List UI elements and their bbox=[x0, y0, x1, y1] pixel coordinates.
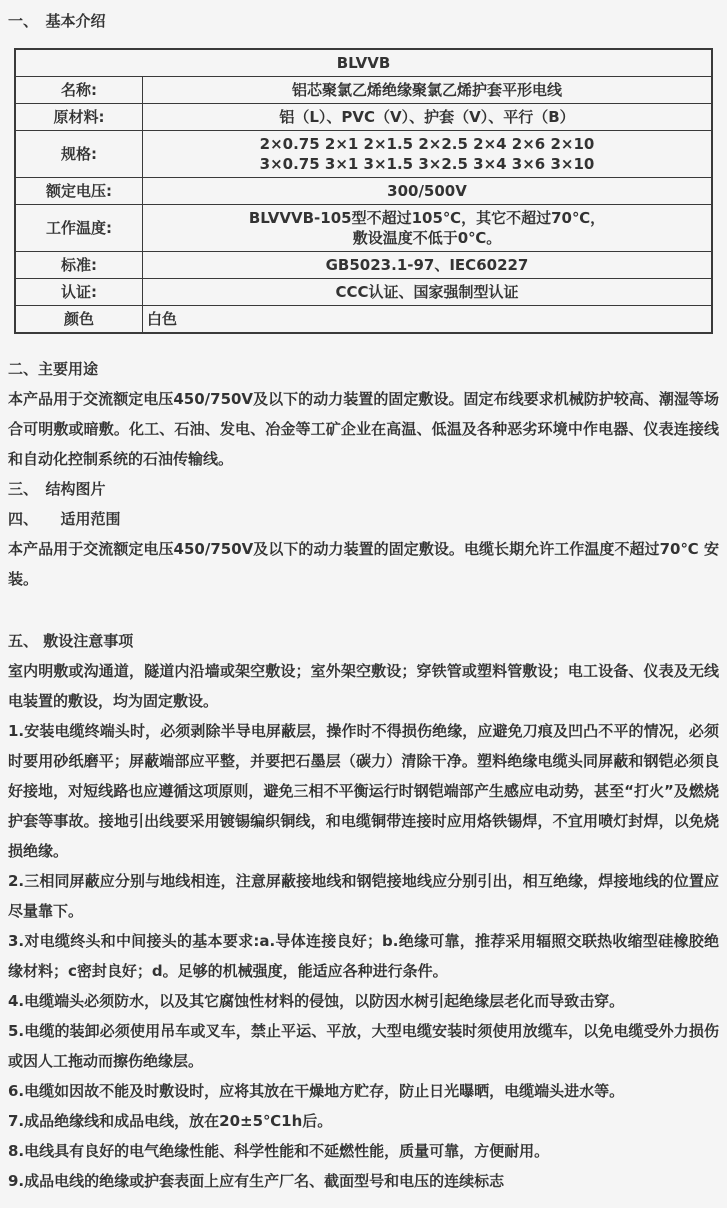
spec-color-label: 颜色 bbox=[15, 306, 143, 334]
table-row-standard bbox=[15, 252, 712, 279]
section5-items bbox=[8, 716, 719, 1196]
spec-model-cell: BLVVB bbox=[15, 49, 712, 77]
section1-heading: 一、 基本介绍 bbox=[8, 12, 106, 30]
note-item-7: 7.成品绝缘线和成品电线，放在20±5℃1h后。 bbox=[8, 1112, 333, 1130]
spec-size-value bbox=[143, 131, 713, 178]
spec-temp-line2: 敷设温度不低于0℃。 bbox=[352, 229, 502, 247]
section4-body: 本产品用于交流额定电压450/750V及以下的动力装置的固定敷设。电缆长期允许工作温度不超过70℃ 安装。 bbox=[8, 540, 719, 588]
table-row-color bbox=[15, 306, 712, 334]
spec-voltage-label: 额定电压: bbox=[15, 178, 143, 205]
table-row-certification bbox=[15, 279, 712, 306]
note-item-3: 3.对电缆终头和中间接头的基本要求:a.导体连接良好；b.绝缘可靠，推荐采用辐照交联热收缩型硅橡胶绝缘材料；c密封良好；d。足够的机械强度，能适应各种进行条件。 bbox=[8, 932, 719, 980]
spec-temp-line1: BLVVVB-105型不超过105℃，其它不超过70℃， bbox=[248, 209, 606, 227]
note-item-4: 4.电缆端头必须防水，以及其它腐蚀性材料的侵蚀，以防因水树引起绝缘层老化而导致击穿。 bbox=[8, 992, 625, 1010]
table-row-name bbox=[15, 77, 712, 104]
spec-name-label: 名称: bbox=[15, 77, 143, 104]
table-row-spec bbox=[15, 131, 712, 178]
section2-body: 本产品用于交流额定电压450/750V及以下的动力装置的固定敷设。固定布线要求机械防护较高、潮湿等场合可明敷或暗敷。化工、石油、发电、冶金等工矿企业在高温、低温及各种恶劣环境中作电器、仪表连接线和自动化控制系统的石油传输线。 bbox=[8, 390, 719, 468]
table-row-model bbox=[15, 49, 712, 77]
spec-size-line2: 3×0.75 3×1 3×1.5 3×2.5 3×4 3×6 3×10 bbox=[259, 155, 595, 173]
spec-cert-label: 认证: bbox=[15, 279, 143, 306]
table-row-voltage bbox=[15, 178, 712, 205]
spec-standard-label: 标准: bbox=[15, 252, 143, 279]
note-item-1: 1.安装电缆终端头时，必须剥除半导电屏蔽层，操作时不得损伤绝缘，应避免刀痕及凹凸不平的情况，必须时要用砂纸磨平；屏蔽端部应平整，并要把石墨层（碳力）清除干净。塑料绝缘电缆头同屏蔽和钢铠必须良好接地，对短线路也应遵循这项原则，避免三相不平衡运行时钢铠端部产生感应电动势，甚至“打火”及燃烧护套等事故。接地引出线要采用镀锡编织铜线，和电缆铜带连接时应用烙铁锡焊，不宜用喷灯封焊，以免烧损绝缘。 bbox=[8, 722, 719, 860]
spec-color-value: 白色 bbox=[143, 306, 713, 334]
spec-size-label: 规格: bbox=[15, 131, 143, 178]
table-row-material bbox=[15, 104, 712, 131]
table-row-temperature bbox=[15, 205, 712, 252]
spec-name-value: 铝芯聚氯乙烯绝缘聚氯乙烯护套平形电线 bbox=[143, 77, 713, 104]
section3-heading: 三、 结构图片 bbox=[8, 480, 106, 498]
note-item-9: 9.成品电线的绝缘或护套表面上应有生产厂名、截面型号和电压的连续标志 bbox=[8, 1172, 505, 1190]
note-item-6: 6.电缆如因故不能及时敷设时，应将其放在干燥地方贮存，防止日光曝晒，电缆端头进水等。 bbox=[8, 1082, 625, 1100]
spec-material-value: 铝（L）、PVC（V）、护套（V）、平行（B） bbox=[143, 104, 713, 131]
section2-heading: 二、主要用途 bbox=[8, 360, 99, 378]
note-item-8: 8.电线具有良好的电气绝缘性能、科学性能和不延燃性能，质量可靠，方便耐用。 bbox=[8, 1142, 550, 1160]
note-item-2: 2.三相同屏蔽应分别与地线相连，注意屏蔽接地线和钢铠接地线应分别引出，相互绝缘，焊接地线的位置应尽量靠下。 bbox=[8, 872, 719, 920]
note-item-5: 5.电缆的装卸必须使用吊车或叉车，禁止平运、平放，大型电缆安装时须使用放缆车，以免电缆受外力损伤或因人工拖动而擦伤绝缘层。 bbox=[8, 1022, 719, 1070]
spec-table bbox=[14, 48, 713, 334]
section5-intro: 室内明敷或沟通道，隧道内沿墙或架空敷设；室外架空敷设；穿铁管或塑料管敷设；电工设备、仪表及无线电装置的敷设，均为固定敷设。 bbox=[8, 662, 719, 710]
spec-voltage-value: 300/500V bbox=[143, 178, 713, 205]
spec-standard-value: GB5023.1-97、IEC60227 bbox=[143, 252, 713, 279]
spec-temp-label: 工作温度: bbox=[15, 205, 143, 252]
spec-material-label: 原材料: bbox=[15, 104, 143, 131]
section5-heading: 五、 敷设注意事项 bbox=[8, 632, 134, 650]
section4-heading: 四、 适用范围 bbox=[8, 510, 121, 528]
spec-size-line1: 2×0.75 2×1 2×1.5 2×2.5 2×4 2×6 2×10 bbox=[259, 135, 595, 153]
spec-temp-value bbox=[143, 205, 713, 252]
spec-cert-value: CCC认证、国家强制型认证 bbox=[143, 279, 713, 306]
